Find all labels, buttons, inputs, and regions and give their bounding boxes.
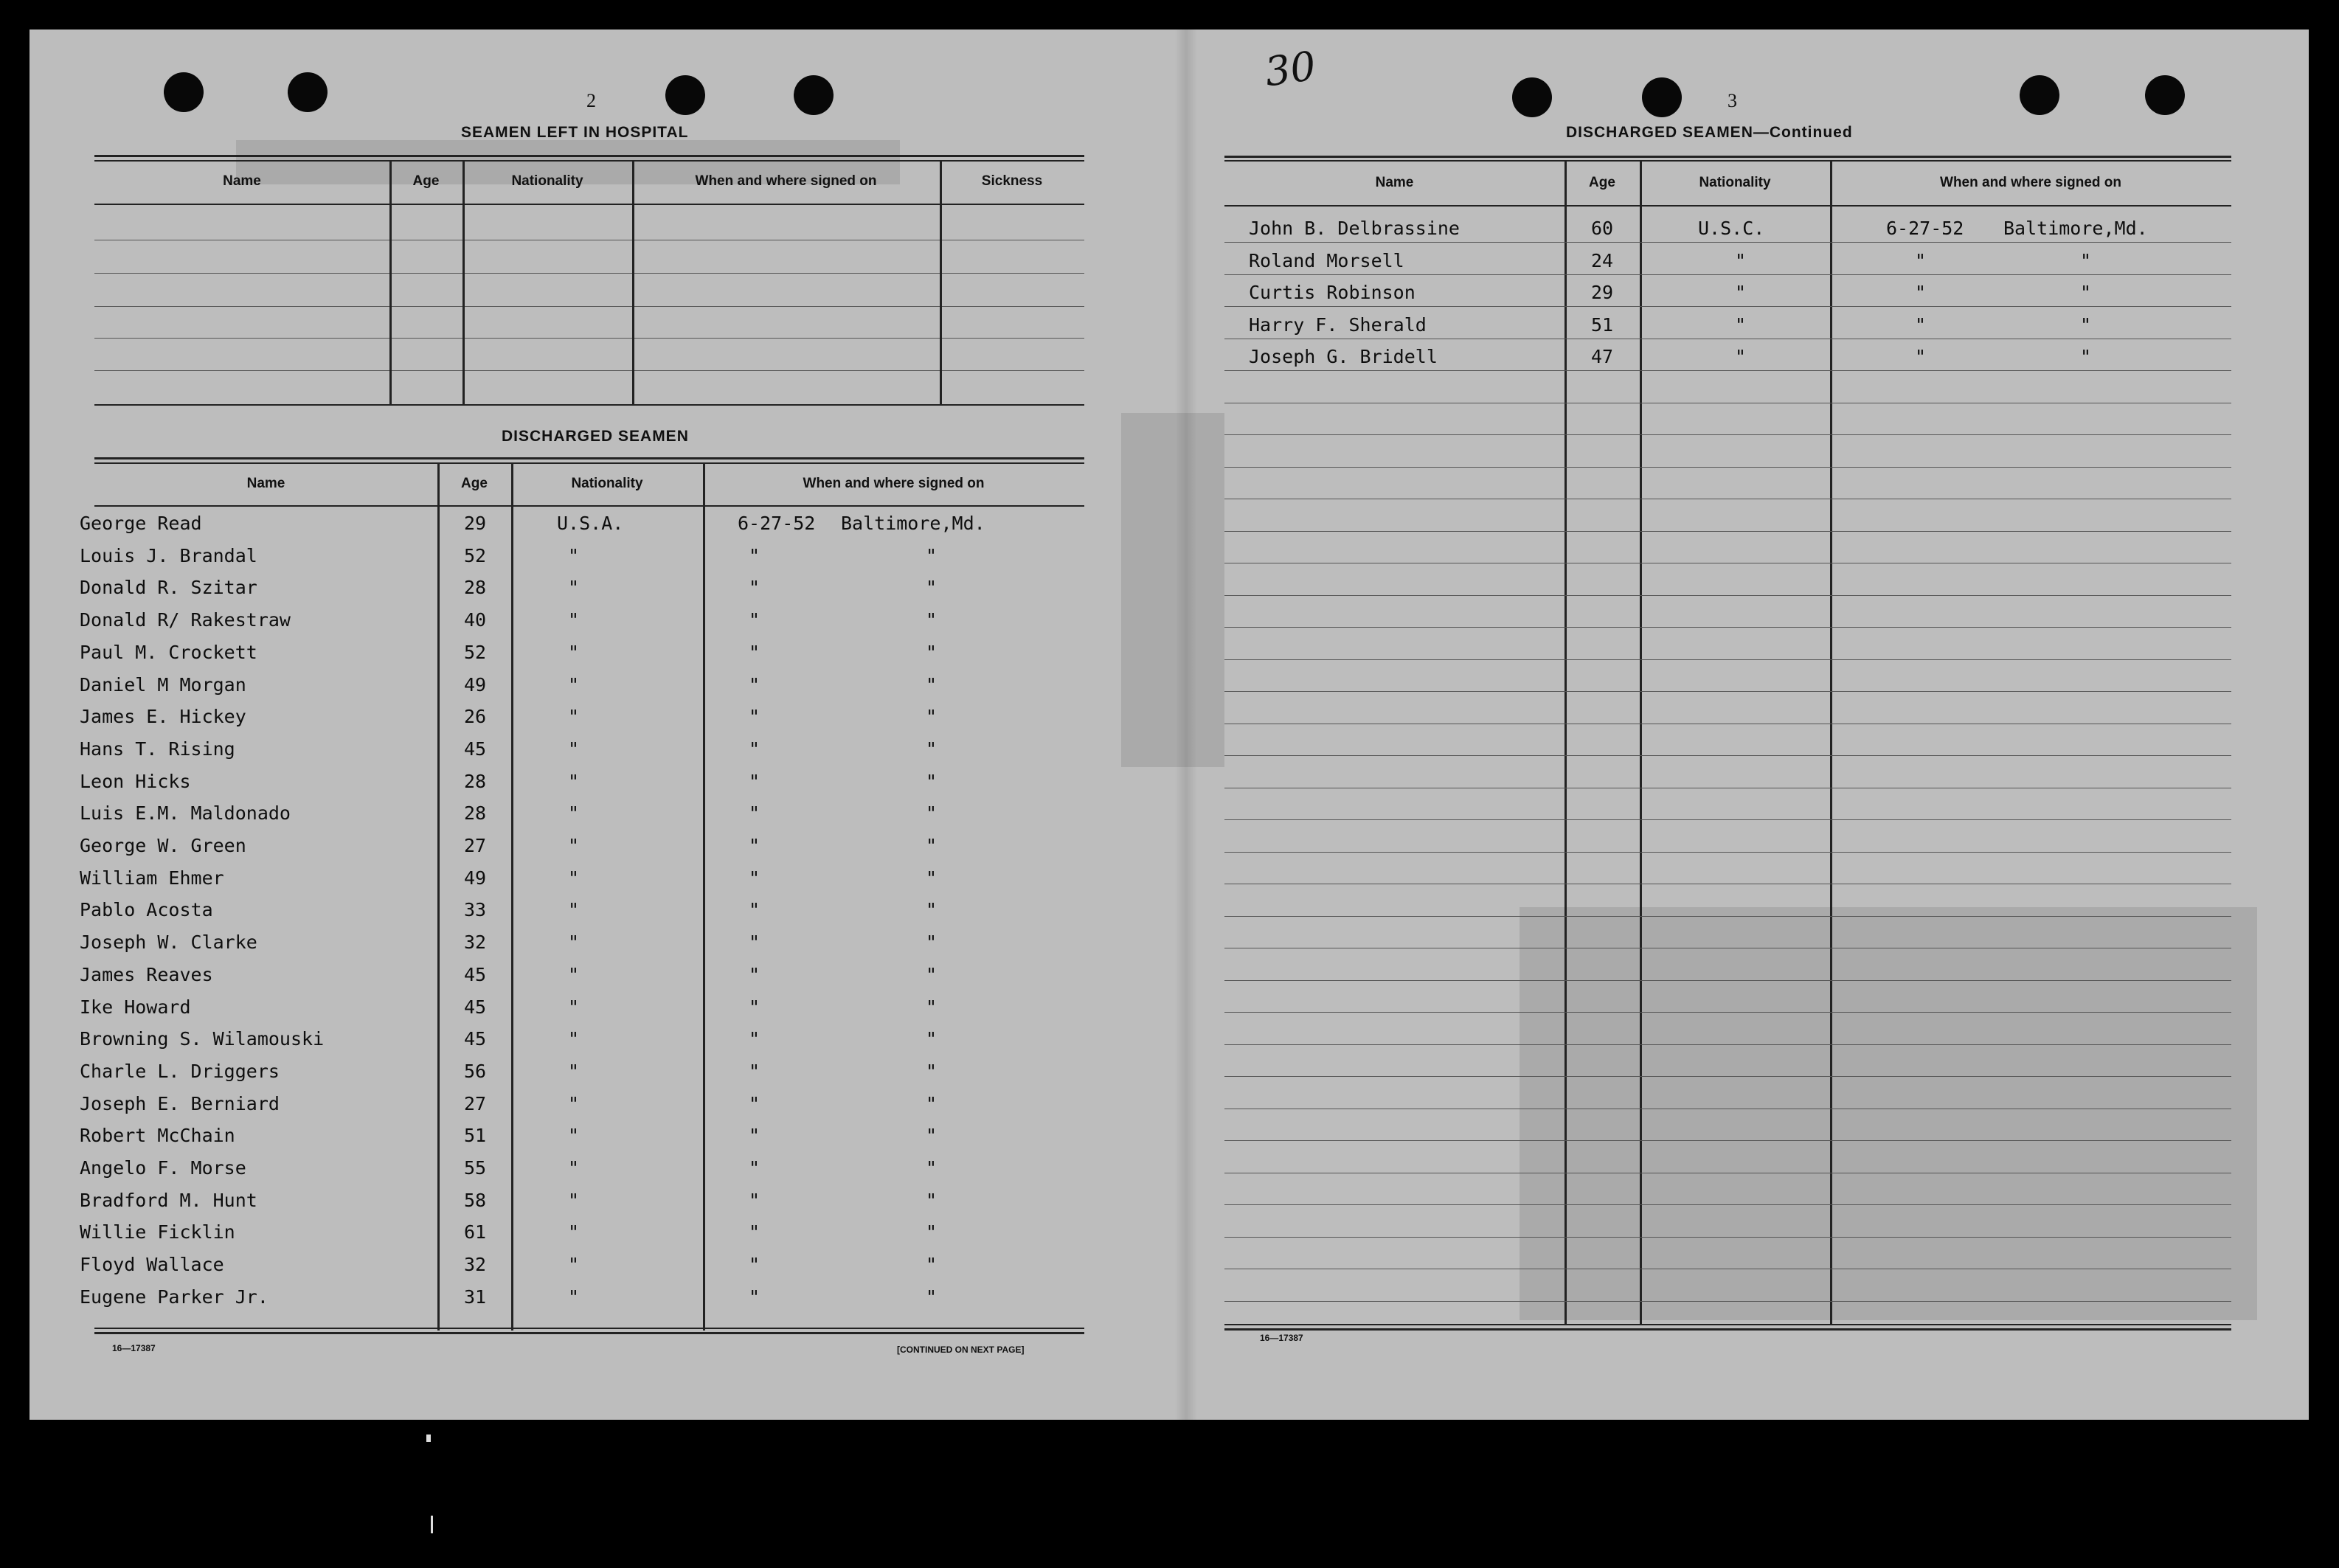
seaman-nationality: " bbox=[568, 1060, 580, 1082]
seaman-age: 51 bbox=[464, 1125, 487, 1147]
seaman-name: Ike Howard bbox=[80, 996, 191, 1018]
right-header-signed-on: When and where signed on bbox=[1940, 175, 2121, 190]
seaman-name: Joseph E. Berniard bbox=[80, 1092, 280, 1114]
seaman-name: Joseph W. Clarke bbox=[80, 932, 257, 954]
seaman-age: 32 bbox=[464, 932, 487, 954]
seaman-name: Harry F. Sherald bbox=[1249, 313, 1427, 336]
discharged-section-title: DISCHARGED SEAMEN bbox=[502, 428, 689, 445]
signed-on-date: " bbox=[749, 899, 760, 921]
signed-on-date: " bbox=[749, 1125, 760, 1147]
signed-on-date: 6-27-52 bbox=[1886, 218, 1964, 239]
signed-on-date: " bbox=[1915, 282, 1927, 303]
seaman-age: 61 bbox=[464, 1221, 487, 1243]
binder-hole bbox=[1512, 77, 1552, 117]
seaman-name: Curtis Robinson bbox=[1249, 282, 1415, 303]
seaman-nationality: " bbox=[568, 867, 580, 889]
seaman-nationality: " bbox=[568, 932, 580, 954]
seaman-nationality: " bbox=[568, 1221, 580, 1243]
signed-on-place: " bbox=[926, 738, 938, 760]
seaman-age: 28 bbox=[464, 577, 487, 599]
seaman-age: 45 bbox=[464, 1028, 487, 1050]
seaman-name: Luis E.M. Maldonado bbox=[80, 802, 291, 825]
signed-on-place: " bbox=[926, 1157, 938, 1179]
signed-on-date: " bbox=[749, 1189, 760, 1211]
seaman-name: John B. Delbrassine bbox=[1249, 218, 1460, 239]
signed-on-date: " bbox=[749, 996, 760, 1018]
discharged-header-nationality: Nationality bbox=[571, 476, 643, 491]
binder-hole bbox=[288, 72, 328, 112]
binder-hole bbox=[794, 75, 834, 115]
binder-hole bbox=[2020, 75, 2059, 115]
signed-on-place: " bbox=[926, 1028, 938, 1050]
signed-on-date: " bbox=[749, 673, 760, 695]
seaman-nationality: " bbox=[568, 1189, 580, 1211]
signed-on-place: " bbox=[926, 899, 938, 921]
seaman-name: William Ehmer bbox=[80, 867, 224, 889]
right-header-nationality: Nationality bbox=[1699, 175, 1771, 190]
seaman-age: 28 bbox=[464, 802, 487, 825]
seaman-age: 55 bbox=[464, 1157, 487, 1179]
signed-on-date: " bbox=[1915, 313, 1927, 336]
seaman-nationality: " bbox=[568, 770, 580, 792]
seaman-nationality: " bbox=[568, 1254, 580, 1276]
seaman-age: 49 bbox=[464, 867, 487, 889]
bleed-through bbox=[1520, 907, 2257, 1320]
seaman-name: Louis J. Brandal bbox=[80, 544, 257, 566]
seaman-age: 40 bbox=[464, 609, 487, 631]
seaman-name: George W. Green bbox=[80, 835, 246, 856]
seaman-nationality: " bbox=[568, 673, 580, 695]
signed-on-place: " bbox=[926, 641, 938, 663]
seaman-nationality: " bbox=[568, 963, 580, 985]
seaman-name: Eugene Parker Jr. bbox=[80, 1286, 268, 1308]
seaman-nationality: " bbox=[568, 996, 580, 1018]
seaman-nationality: " bbox=[568, 1028, 580, 1050]
signed-on-place: " bbox=[926, 835, 938, 856]
hospital-header-name: Name bbox=[223, 173, 261, 189]
seaman-nationality: " bbox=[568, 1125, 580, 1147]
seaman-name: Joseph G. Bridell bbox=[1249, 346, 1438, 367]
signed-on-date: " bbox=[749, 770, 760, 792]
seaman-nationality: " bbox=[568, 738, 580, 760]
seaman-age: 60 bbox=[1591, 218, 1614, 239]
signed-on-date: " bbox=[749, 738, 760, 760]
signed-on-date: " bbox=[749, 1060, 760, 1082]
hospital-header-nationality: Nationality bbox=[511, 173, 583, 189]
signed-on-date: " bbox=[749, 641, 760, 663]
seaman-nationality: " bbox=[568, 1286, 580, 1308]
seaman-nationality: " bbox=[1735, 346, 1747, 367]
signed-on-date: " bbox=[749, 867, 760, 889]
right-header-age: Age bbox=[1589, 175, 1615, 190]
seaman-age: 45 bbox=[464, 738, 487, 760]
seaman-nationality: " bbox=[568, 1092, 580, 1114]
seaman-name: Robert McChain bbox=[80, 1125, 235, 1147]
hospital-header-age: Age bbox=[412, 173, 440, 189]
signed-on-place: " bbox=[2080, 313, 2092, 336]
seaman-nationality: " bbox=[568, 544, 580, 566]
signed-on-date: 6-27-52 bbox=[738, 513, 816, 534]
seaman-nationality: " bbox=[568, 802, 580, 825]
seaman-nationality: " bbox=[568, 1157, 580, 1179]
page-number-right: 3 bbox=[1728, 90, 1737, 111]
signed-on-place: " bbox=[2080, 282, 2092, 303]
seaman-name: Roland Morsell bbox=[1249, 249, 1404, 271]
signed-on-date: " bbox=[749, 1221, 760, 1243]
signed-on-date: " bbox=[749, 1092, 760, 1114]
signed-on-place: Baltimore,Md. bbox=[2003, 218, 2148, 239]
discharged-continued-title: DISCHARGED SEAMEN—Continued bbox=[1566, 124, 1853, 141]
seaman-name: James Reaves bbox=[80, 963, 213, 985]
seaman-name: Bradford M. Hunt bbox=[80, 1189, 257, 1211]
signed-on-date: " bbox=[749, 544, 760, 566]
signed-on-place: " bbox=[926, 1254, 938, 1276]
binder-hole bbox=[164, 72, 204, 112]
seaman-age: 27 bbox=[464, 1092, 487, 1114]
signed-on-date: " bbox=[749, 932, 760, 954]
signed-on-place: " bbox=[926, 673, 938, 695]
hospital-header-sickness: Sickness bbox=[981, 173, 1043, 189]
seaman-nationality: " bbox=[1735, 313, 1747, 336]
seaman-nationality: " bbox=[1735, 282, 1747, 303]
seaman-age: 29 bbox=[464, 513, 487, 534]
binder-hole bbox=[1642, 77, 1682, 117]
signed-on-date: " bbox=[1915, 346, 1927, 367]
bleed-through bbox=[1121, 413, 1224, 767]
signed-on-date: " bbox=[749, 835, 760, 856]
signed-on-place: " bbox=[926, 1286, 938, 1308]
seaman-age: 52 bbox=[464, 544, 487, 566]
seaman-age: 45 bbox=[464, 996, 487, 1018]
signed-on-date: " bbox=[749, 1157, 760, 1179]
signed-on-place: " bbox=[926, 996, 938, 1018]
hospital-header-signed-on: When and where signed on bbox=[695, 173, 877, 189]
film-speck bbox=[426, 1435, 431, 1442]
seaman-age: 51 bbox=[1591, 313, 1614, 336]
signed-on-date: " bbox=[749, 706, 760, 728]
seaman-name: Pablo Acosta bbox=[80, 899, 213, 921]
seaman-age: 49 bbox=[464, 673, 487, 695]
signed-on-date: " bbox=[749, 802, 760, 825]
seaman-nationality: U.S.A. bbox=[557, 513, 624, 534]
seaman-age: 56 bbox=[464, 1060, 487, 1082]
seaman-age: 27 bbox=[464, 835, 487, 856]
discharged-header-signed-on: When and where signed on bbox=[803, 476, 985, 491]
seaman-age: 52 bbox=[464, 641, 487, 663]
signed-on-place: " bbox=[926, 963, 938, 985]
signed-on-place: Baltimore,Md. bbox=[841, 513, 985, 534]
signed-on-date: " bbox=[749, 1254, 760, 1276]
seaman-nationality: " bbox=[1735, 249, 1747, 271]
seaman-age: 26 bbox=[464, 706, 487, 728]
signed-on-place: " bbox=[926, 1125, 938, 1147]
seaman-name: Leon Hicks bbox=[80, 770, 191, 792]
seaman-age: 32 bbox=[464, 1254, 487, 1276]
seaman-name: Floyd Wallace bbox=[80, 1254, 224, 1276]
seaman-age: 58 bbox=[464, 1189, 487, 1211]
signed-on-place: " bbox=[926, 1060, 938, 1082]
seaman-nationality: U.S.C. bbox=[1698, 218, 1765, 239]
signed-on-place: " bbox=[926, 770, 938, 792]
signed-on-place: " bbox=[926, 544, 938, 566]
signed-on-place: " bbox=[926, 867, 938, 889]
seaman-name: Willie Ficklin bbox=[80, 1221, 235, 1243]
seaman-nationality: " bbox=[568, 609, 580, 631]
seaman-name: Browning S. Wilamouski bbox=[80, 1028, 325, 1050]
seaman-age: 24 bbox=[1591, 249, 1614, 271]
binder-hole bbox=[665, 75, 705, 115]
signed-on-place: " bbox=[926, 1189, 938, 1211]
film-speck bbox=[431, 1516, 433, 1533]
seaman-nationality: " bbox=[568, 835, 580, 856]
signed-on-place: " bbox=[926, 1092, 938, 1114]
signed-on-place: " bbox=[926, 706, 938, 728]
seaman-name: Donald R/ Rakestraw bbox=[80, 609, 291, 631]
seaman-nationality: " bbox=[568, 577, 580, 599]
signed-on-date: " bbox=[749, 1286, 760, 1308]
seaman-name: Hans T. Rising bbox=[80, 738, 235, 760]
discharged-header-name: Name bbox=[246, 476, 285, 491]
handwritten-page-count: 30 bbox=[1261, 42, 1319, 96]
right-header-name: Name bbox=[1375, 175, 1414, 190]
discharged-header-age: Age bbox=[461, 476, 488, 491]
signed-on-place: " bbox=[926, 577, 938, 599]
form-number-right: 16—17387 bbox=[1260, 1333, 1303, 1343]
binder-hole bbox=[2145, 75, 2185, 115]
seaman-name: Daniel M Morgan bbox=[80, 673, 246, 695]
seaman-name: Charle L. Driggers bbox=[80, 1060, 280, 1082]
seaman-name: James E. Hickey bbox=[80, 706, 246, 728]
seaman-nationality: " bbox=[568, 706, 580, 728]
seaman-name: Paul M. Crockett bbox=[80, 641, 257, 663]
hospital-section-title: SEAMEN LEFT IN HOSPITAL bbox=[461, 124, 689, 141]
signed-on-date: " bbox=[749, 577, 760, 599]
seaman-nationality: " bbox=[568, 641, 580, 663]
seaman-nationality: " bbox=[568, 899, 580, 921]
seaman-age: 31 bbox=[464, 1286, 487, 1308]
continued-note: [CONTINUED ON NEXT PAGE] bbox=[897, 1345, 1025, 1355]
seaman-age: 33 bbox=[464, 899, 487, 921]
seaman-age: 29 bbox=[1591, 282, 1614, 303]
signed-on-place: " bbox=[926, 609, 938, 631]
form-number-left: 16—17387 bbox=[112, 1343, 156, 1353]
signed-on-date: " bbox=[749, 1028, 760, 1050]
signed-on-place: " bbox=[2080, 249, 2092, 271]
signed-on-date: " bbox=[749, 609, 760, 631]
seaman-name: Donald R. Szitar bbox=[80, 577, 257, 599]
signed-on-place: " bbox=[2080, 346, 2092, 367]
seaman-age: 45 bbox=[464, 963, 487, 985]
signed-on-date: " bbox=[1915, 249, 1927, 271]
signed-on-date: " bbox=[749, 963, 760, 985]
seaman-name: George Read bbox=[80, 513, 202, 534]
manifest-sheet bbox=[30, 30, 2309, 1420]
signed-on-place: " bbox=[926, 1221, 938, 1243]
page-number-left: 2 bbox=[586, 90, 596, 111]
seaman-age: 28 bbox=[464, 770, 487, 792]
signed-on-place: " bbox=[926, 802, 938, 825]
seaman-age: 47 bbox=[1591, 346, 1614, 367]
signed-on-place: " bbox=[926, 932, 938, 954]
seaman-name: Angelo F. Morse bbox=[80, 1157, 246, 1179]
